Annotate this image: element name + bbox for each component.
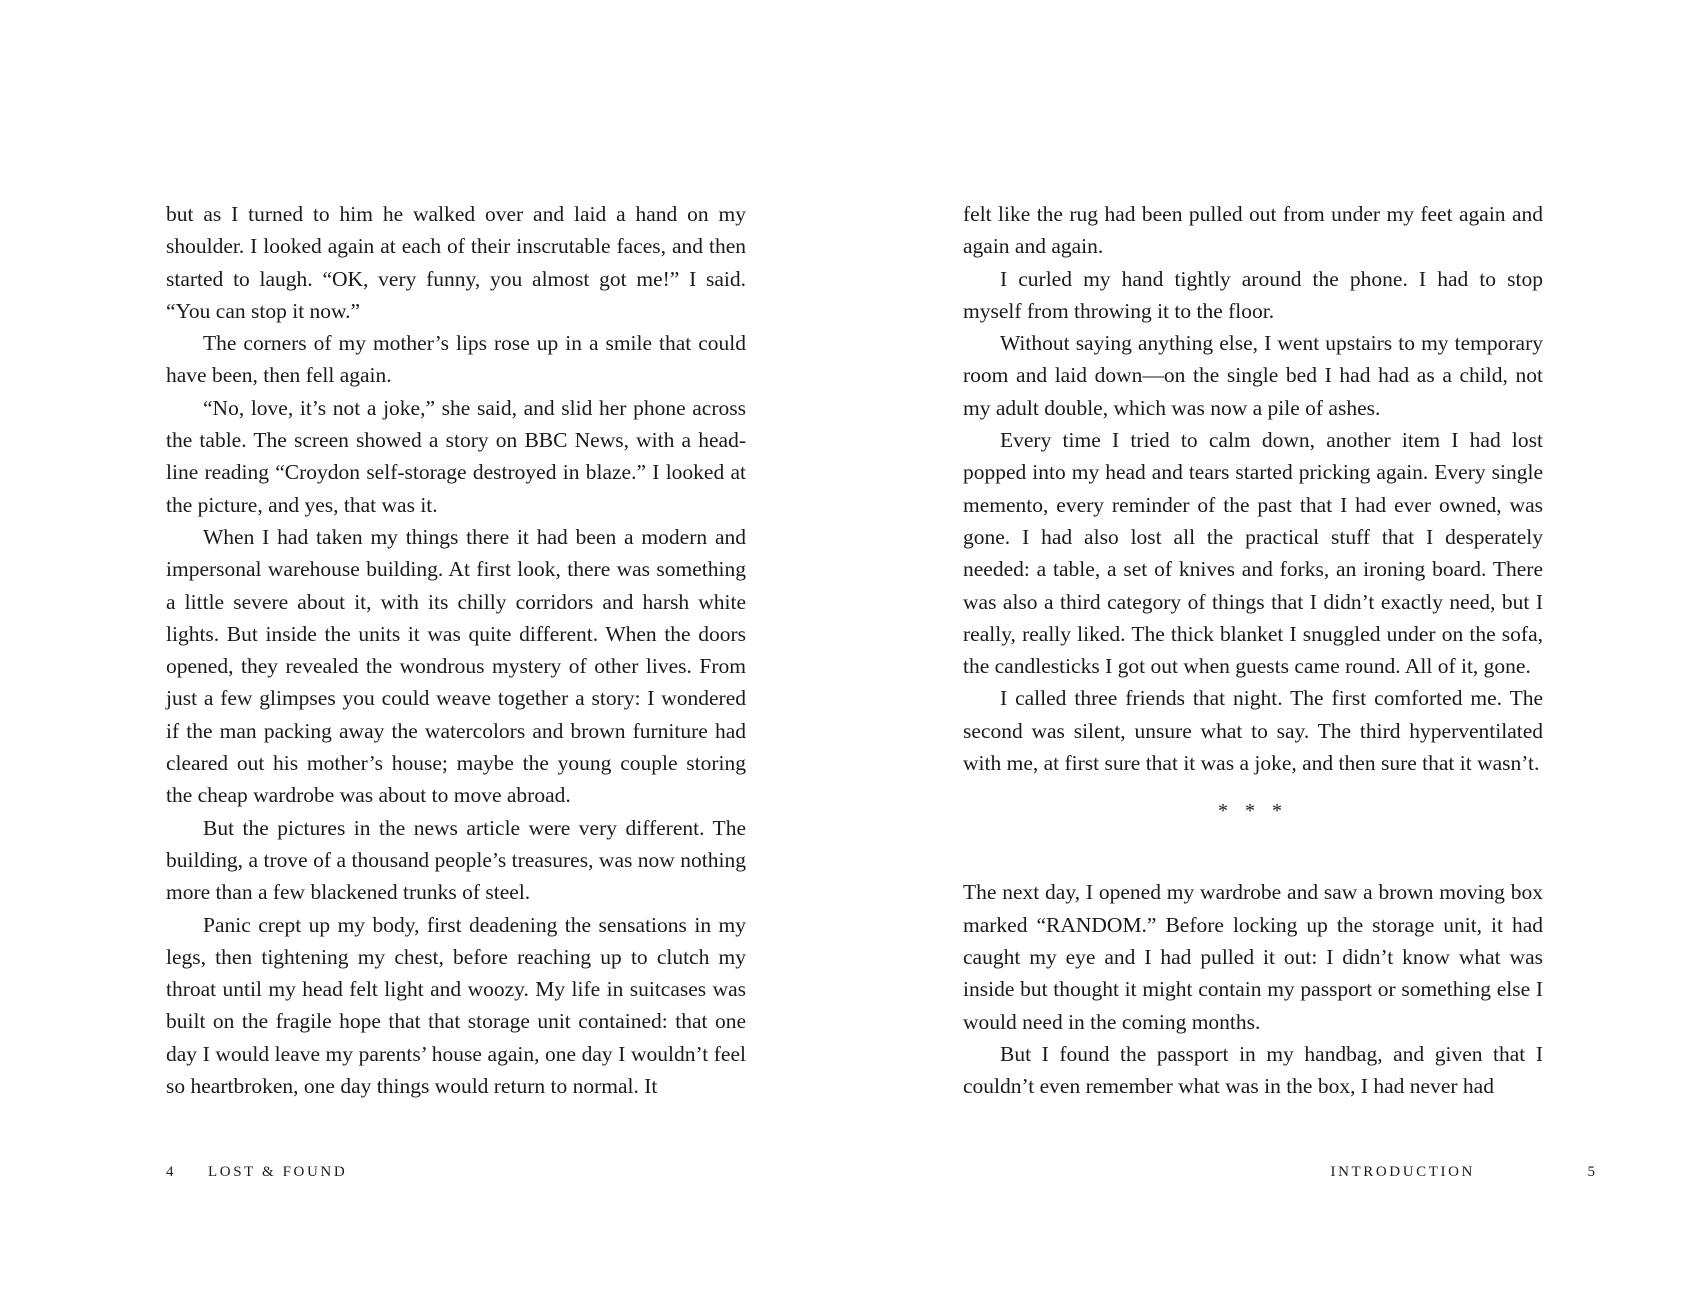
right-page-body — [963, 198, 1543, 1102]
section-break: * * * — [1218, 800, 1288, 823]
left-paragraph-4: When I had taken my things there it had been a modern and impersonal warehouse building. At first look, there was something a little severe about it, with its chilly corridors and harsh white lights. But inside the units it was quite different. When the doors opened, they revealed the wondrous mystery of other lives. From just a few glimpses you could weave together a story: I wondered if the man packing away the watercolors and brown furniture had cleared out his mother’s house; maybe the young couple storing the cheap wardrobe was about to move abroad. — [166, 524, 746, 808]
left-paragraph-6: Panic crept up my body, first deadening the sensations in my legs, then tightening my chest, before reaching up to clutch my throat until my head felt light and woozy. My life in suitcases was built on the fragile hope that that storage unit contained: that one day I would leave my parents’ house again, one day I wouldn’t feel so heartbroken, one day things would return to normal. It — [166, 912, 746, 1099]
right-paragraph-4: Every time I tried to calm down, another item I had lost popped into my head and tears started pricking again. Every single memento, every reminder of the past that I had ever owned, was gone. I had also lost all the practical stuff that I desperately needed: a table, a set of knives and forks, an ironing board. There was also a third category of things that I didn’t exactly need, but I really, really liked. The thick blanket I snuggled under on the sofa, the candlesticks I got out when guests came round. All of it, gone. — [963, 428, 1543, 679]
right-running-title: INTRODUCTION — [1330, 1164, 1475, 1180]
right-paragraph-1: felt like the rug had been pulled out from under my feet again and again and again. — [963, 202, 1543, 259]
left-running-title: LOST & FOUND — [208, 1164, 348, 1180]
right-paragraph-2: I curled my hand tightly around the phone. I had to stop myself from throwing it to the floor. — [963, 266, 1543, 323]
left-paragraph-2: The corners of my mother’s lips rose up in a smile that could have been, then fell again. — [166, 331, 746, 388]
right-paragraph-3: Without saying anything else, I went upstairs to my temporary room and laid down—on the single bed I had had as a child, not my adult double, which was now a pile of ashes. — [963, 331, 1543, 420]
left-paragraph-3: “No, love, it’s not a joke,” she said, and slid her phone across the table. The screen showed a story on BBC News, with a headline reading “Croydon self-storage destroyed in blaze.” I looked at the picture, and yes, that was it. — [166, 395, 746, 517]
right-paragraph-5: I called three friends that night. The first comforted me. The second was silent, unsure what to say. The third hyperventilated with me, at first sure that it was a joke, and then sure that it wasn’t. — [963, 686, 1543, 776]
right-page — [849, 0, 1698, 1302]
right-paragraph-7: But I found the passport in my handbag, and given that I couldn’t even remember what was in the box, I had never had — [963, 1041, 1543, 1099]
right-page-number: 5 — [1587, 1164, 1595, 1180]
right-paragraph-6: The next day, I opened my wardrobe and saw a brown moving box marked “RANDOM.” Before locking up the storage unit, it had caught my eye and I had pulled it out: I didn’t know what was inside but thought it might contain my passport or something else I would need in the coming months. — [963, 880, 1543, 1034]
left-paragraph-5: But the pictures in the news article were very different. The building, a trove of a thousand people’s treasures, was now nothing more than a few blackened trunks of steel. — [166, 815, 746, 905]
left-page-body — [166, 198, 746, 1102]
left-paragraph-1: but as I turned to him he walked over and laid a hand on my shoulder. I looked again at each of their inscrutable faces, and then started to laugh. “OK, very funny, you almost got me!” I said. “You can stop it now.” — [166, 202, 746, 323]
left-page-number: 4 — [166, 1164, 177, 1180]
